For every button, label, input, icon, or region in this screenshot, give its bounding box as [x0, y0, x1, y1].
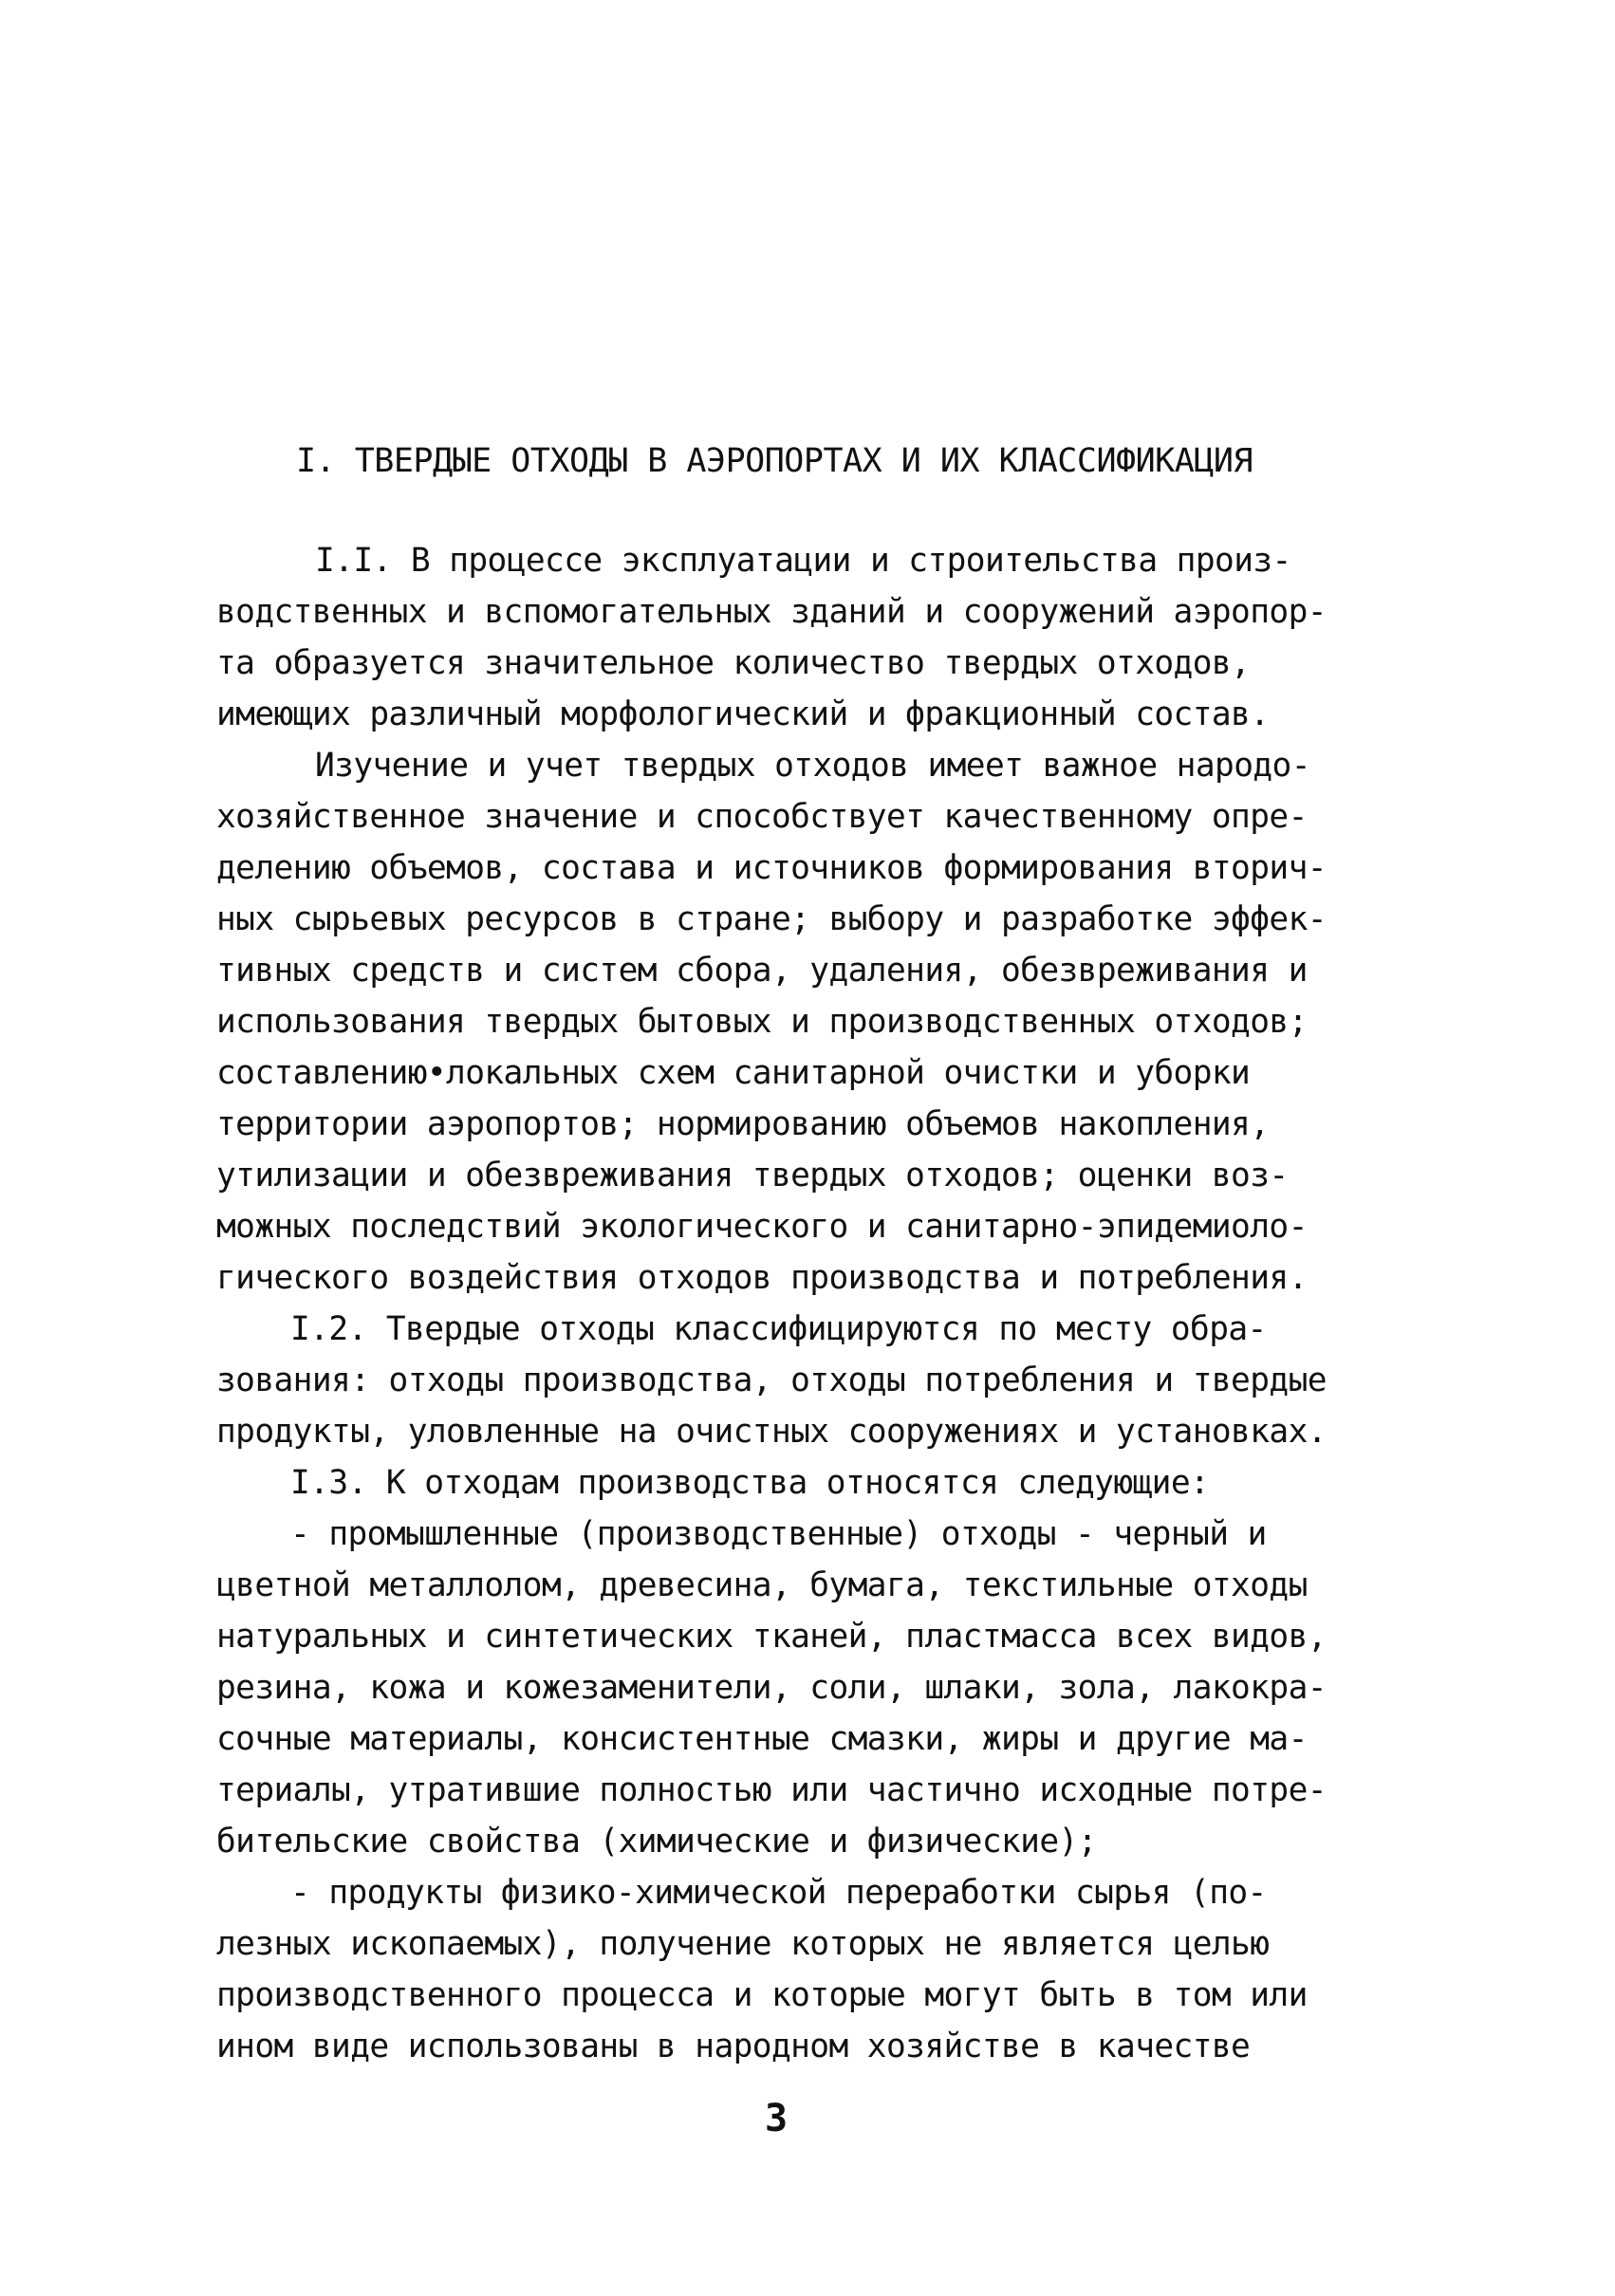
text-line: териалы, утратившие полностью или частично исходные потре-	[216, 1771, 1327, 1809]
text-line: та образуется значительное количество твердых отходов,	[216, 644, 1251, 682]
text-line: - продукты физико-химической переработки сырья (по-	[290, 1874, 1267, 1912]
text-line: хозяйственное значение и способствует качественному опре-	[216, 798, 1308, 836]
text-line: ных сырьевых ресурсов в стране; выбору и разработке эффек-	[216, 900, 1327, 938]
text-line: можных последствий экологического и санитарно-эпидемиоло-	[216, 1208, 1308, 1246]
page-number: 3	[765, 2097, 789, 2140]
text-line: продукты, уловленные на очистных сооружениях и установках.	[216, 1413, 1327, 1451]
text-line: водственных и вспомогательных зданий и сооружений аэропор-	[216, 593, 1327, 631]
text-line: производственного процесса и которые могут быть в том или	[216, 1976, 1308, 2014]
text-line: резина, кожа и кожезаменители, соли, шлаки, зола, лакокра-	[216, 1669, 1327, 1707]
text-line: Изучение и учет твердых отходов имеет важное народо-	[315, 747, 1310, 785]
section-heading: I. ТВЕРДЫЕ ОТХОДЫ В АЭРОПОРТАХ И ИХ КЛАССИФИКАЦИЯ	[296, 442, 1253, 480]
text-line: утилизации и обезвреживания твердых отходов; оценки воз-	[216, 1157, 1289, 1194]
text-line: натуральных и синтетических тканей, пластмасса всех видов,	[216, 1618, 1327, 1656]
text-line: лезных ископаемых), получение которых не является целью	[216, 1925, 1270, 1963]
body-text	[216, 535, 1393, 2072]
text-line: I.3. К отходам производства относятся следующие:	[290, 1464, 1210, 1502]
text-line: цветной металлолом, древесина, бумага, текстильные отходы	[216, 1566, 1308, 1604]
text-line: ином виде использованы в народном хозяйстве в качестве	[216, 2028, 1251, 2065]
text-line: составлению•локальных схем санитарной очистки и уборки	[216, 1054, 1251, 1092]
text-line: использования твердых бытовых и производственных отходов;	[216, 1003, 1308, 1041]
text-line: зования: отходы производства, отходы потребления и твердые	[216, 1361, 1327, 1399]
text-line: I.I. В процессе эксплуатации и строительства произ-	[315, 542, 1291, 580]
text-line: территории аэропортов; нормированию объемов накопления,	[216, 1105, 1270, 1143]
text-line: тивных средств и систем сбора, удаления, обезвреживания и	[216, 952, 1308, 990]
text-line: I.2. Твердые отходы классифицируются по месту обра-	[290, 1310, 1267, 1348]
text-line: сочные материалы, консистентные смазки, жиры и другие ма-	[216, 1720, 1308, 1758]
text-line: бительские свойства (химические и физические);	[216, 1823, 1097, 1861]
text-line: делению объемов, состава и источников формирования вторич-	[216, 849, 1327, 887]
text-line: - промышленные (производственные) отходы - черный и	[290, 1515, 1267, 1553]
text-line: гического воздействия отходов производства и потребления.	[216, 1259, 1308, 1297]
text-line: имеющих различный морфологический и фракционный состав.	[216, 695, 1270, 733]
